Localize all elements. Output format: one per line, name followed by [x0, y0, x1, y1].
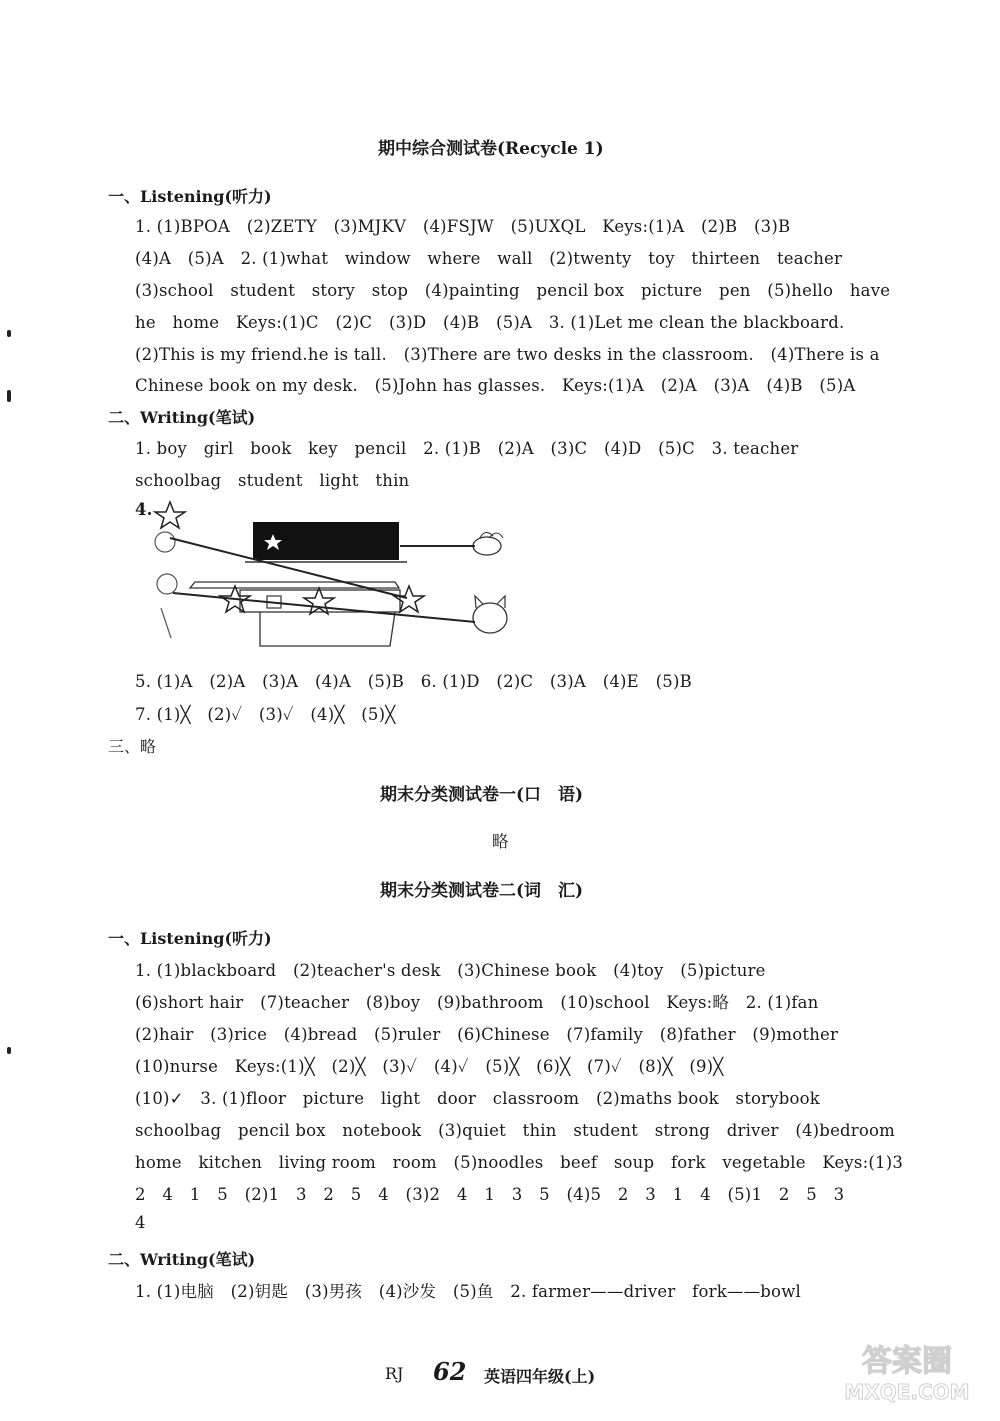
item-4-label: 4. [135, 500, 153, 519]
watermark-logo [832, 1337, 982, 1407]
mid-test-title: 期中综合测试卷(Recycle 1) [378, 139, 604, 159]
star-icon [304, 588, 334, 614]
text-line: 5. (1)A (2)A (3)A (4)A (5)B 6. (1)D (2)C (3)A (4)E (5)B [135, 672, 692, 691]
girl-drawing [155, 532, 175, 552]
text-line: (4)A (5)A 2. (1)what window where wall (2)twenty toy thirteen teacher [135, 249, 843, 268]
text-line: (2)hair (3)rice (4)bread (5)ruler (6)Chinese (7)family (8)father (9)mother [135, 1025, 839, 1044]
text-line: (6)short hair (7)teacher (8)boy (9)bathroom (10)school Keys:略 2. (1)fan [135, 993, 819, 1012]
footer-code: RJ [385, 1364, 404, 1383]
text-line: 1. (1)blackboard (2)teacher's desk (3)Chinese book (4)toy (5)picture [135, 961, 766, 980]
text-line: he home Keys:(1)C (2)C (3)D (4)B (5)A 3. (1)Let me clean the blackboard. [135, 313, 845, 332]
text-line: 1. (1)电脑 (2)钥匙 (3)男孩 (4)沙发 (5)鱼 2. farmer——driver fork——bowl [135, 1282, 801, 1301]
text-line: (3)school student story stop (4)painting pencil box picture pen (5)hello have [135, 281, 891, 300]
section-heading-part3: 三、略 [108, 737, 157, 756]
cat-drawing [473, 603, 507, 633]
text-line: home kitchen living room room (5)noodles beef soup fork vegetable Keys:(1)3 [135, 1153, 904, 1172]
matching-illustration [145, 498, 525, 648]
section-heading-listening: 一、Listening(听力) [108, 187, 272, 206]
margin-mark [7, 390, 11, 402]
final-test-1-title: 期末分类测试卷一(口 语) [380, 785, 584, 805]
star-icon [155, 502, 185, 528]
svg-text:答案圈: 答案圈 [862, 1344, 952, 1379]
final-test-1-body: 略 [492, 832, 509, 851]
text-line: 4 [135, 1213, 146, 1232]
bee-drawing [473, 537, 501, 555]
svg-text:MXQE.COM: MXQE.COM [844, 1380, 970, 1404]
section-heading-writing-2: 二、Writing(笔试) [108, 1250, 256, 1269]
desk-base [260, 612, 395, 646]
text-line: schoolbag student light thin [135, 471, 410, 490]
text-line: schoolbag pencil box notebook (3)quiet thin student strong driver (4)bedroom [135, 1121, 895, 1140]
text-line: (10)✓ 3. (1)floor picture light door classroom (2)maths book storybook [135, 1089, 820, 1108]
margin-mark [7, 1047, 11, 1054]
section-heading-listening-2: 一、Listening(听力) [108, 929, 272, 948]
text-line: 1. boy girl book key pencil 2. (1)B (2)A (3)C (4)D (5)C 3. teacher [135, 439, 799, 458]
footer-subject: 英语四年级(上) [484, 1367, 596, 1386]
text-line: 7. (1)╳ (2)✓ (3)✓ (4)╳ (5)╳ [135, 705, 396, 724]
page-number: 62 [433, 1357, 467, 1386]
final-test-2-title: 期末分类测试卷二(词 汇) [380, 881, 584, 901]
text-line: (2)This is my friend.he is tall. (3)There are two desks in the classroom. (4)There is a [135, 345, 880, 364]
text-line: 2 4 1 5 (2)1 3 2 5 4 (3)2 4 1 3 5 (4)5 2 3 1 4 (5)1 2 5 3 [135, 1185, 845, 1204]
text-line: 1. (1)BPOA (2)ZETY (3)MJKV (4)FSJW (5)UXQL Keys:(1)A (2)B (3)B [135, 217, 791, 236]
margin-mark [7, 330, 11, 337]
text-line: Chinese book on my desk. (5)John has glasses. Keys:(1)A (2)A (3)A (4)B (5)A [135, 376, 856, 395]
section-heading-writing: 二、Writing(笔试) [108, 408, 256, 427]
text-line: (10)nurse Keys:(1)╳ (2)╳ (3)✓ (4)✓ (5)╳ (6)╳ (7)✓ (8)╳ (9)╳ [135, 1057, 724, 1076]
